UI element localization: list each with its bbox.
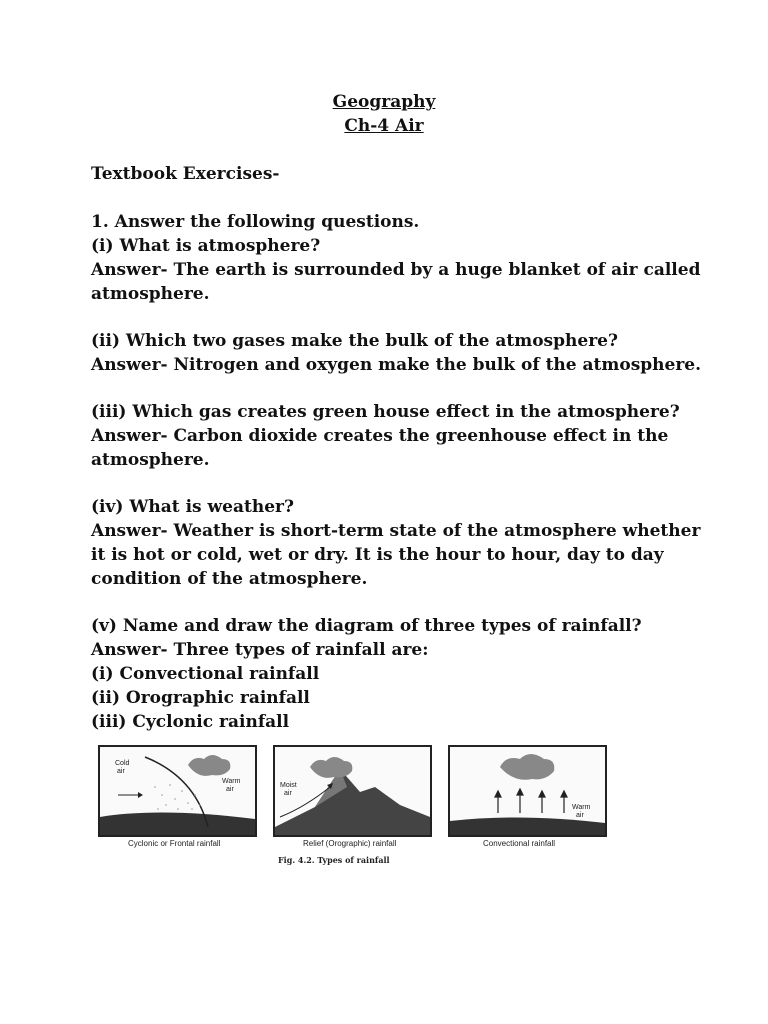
convectional-caption: Convectional rainfall: [483, 839, 556, 848]
rainfall-figure: [98, 745, 608, 870]
answer-3-line-2: atmosphere.: [91, 450, 210, 470]
subject-title: Geography: [332, 92, 436, 112]
answer-4-line-1: Answer- Weather is short-term state of the atmosphere whether: [91, 521, 701, 541]
chapter-title: Ch-4 Air: [344, 116, 424, 136]
cyclonic-caption: Cyclonic or Frontal rainfall: [128, 839, 221, 848]
figure-caption: Fig. 4.2. Types of rainfall: [278, 855, 390, 865]
answer-5-item-3: (iii) Cyclonic rainfall: [91, 712, 290, 732]
orographic-rainfall-diagram: [273, 745, 432, 837]
answer-4-line-3: condition of the atmosphere.: [91, 569, 368, 589]
answer-3-line-1: Answer- Carbon dioxide creates the greenhouse effect in the: [91, 426, 669, 446]
answer-4-line-2: it is hot or cold, wet or dry. It is the hour to hour, day to day: [91, 545, 664, 565]
answer-5-line-1: Answer- Three types of rainfall are:: [91, 640, 429, 660]
cyclonic-label-2: air: [117, 768, 125, 775]
question-5: (v) Name and draw the diagram of three types of rainfall?: [91, 616, 642, 636]
convectional-rainfall-diagram: [448, 745, 607, 837]
answer-1-line-2: atmosphere.: [91, 284, 210, 304]
answer-5-item-2: (ii) Orographic rainfall: [91, 688, 310, 708]
section-title: Textbook Exercises-: [91, 164, 280, 184]
answer-5-item-1: (i) Convectional rainfall: [91, 664, 320, 684]
convectional-label-1: Warm: [572, 804, 591, 811]
orographic-label-1: Moist: [280, 782, 297, 789]
convectional-label-2: air: [576, 812, 584, 819]
orographic-caption: Relief (Orographic) rainfall: [303, 839, 397, 848]
answer-1-line-1: Answer- The earth is surrounded by a huge blanket of air called: [91, 260, 701, 280]
answer-2: Answer- Nitrogen and oxygen make the bulk of the atmosphere.: [91, 355, 702, 375]
orographic-label-2: air: [284, 790, 292, 797]
question-3: (iii) Which gas creates green house effect in the atmosphere?: [91, 402, 680, 422]
cyclonic-label-4: air: [226, 786, 234, 793]
question-1: (i) What is atmosphere?: [91, 236, 321, 256]
question-4: (iv) What is weather?: [91, 497, 294, 517]
cyclonic-rainfall-diagram: [98, 745, 257, 837]
cyclonic-label-1: Cold: [115, 760, 130, 767]
cyclonic-label-3: Warm: [222, 778, 241, 785]
question-2: (ii) Which two gases make the bulk of the atmosphere?: [91, 331, 618, 351]
instruction-line: 1. Answer the following questions.: [91, 212, 420, 232]
